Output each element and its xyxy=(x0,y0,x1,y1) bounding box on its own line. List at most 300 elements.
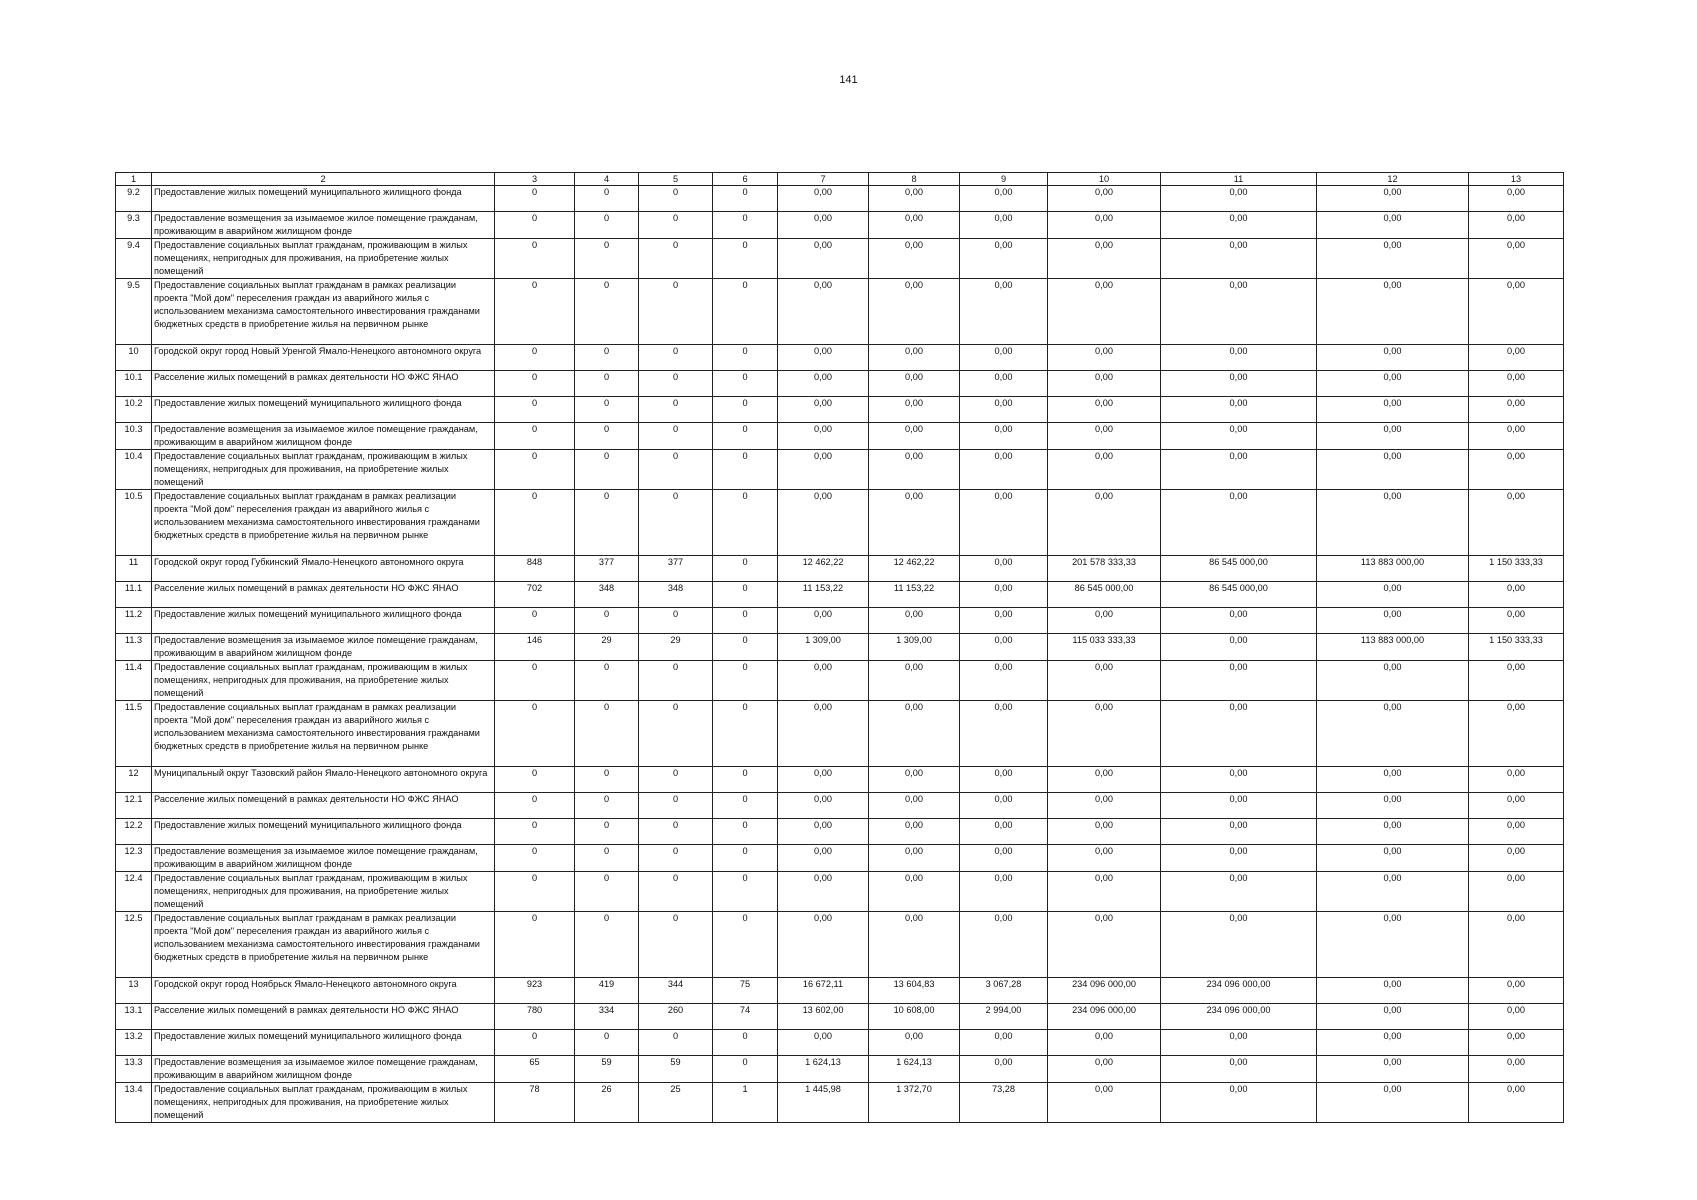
cell-value: 0 xyxy=(639,701,713,767)
cell-value: 0,00 xyxy=(1469,793,1564,819)
data-table xyxy=(115,172,1564,1123)
cell-value: 0,00 xyxy=(960,912,1048,978)
cell-value: 0 xyxy=(639,371,713,397)
cell-value: 0 xyxy=(639,212,713,239)
cell-value: 0,00 xyxy=(1317,450,1469,490)
cell-value: 113 883 000,00 xyxy=(1317,634,1469,661)
row-name: Расселение жилых помещений в рамках деятельности НО ФЖС ЯНАО xyxy=(152,582,495,608)
row-name: Предоставление возмещения за изымаемое жилое помещение гражданам, проживающим в аварийном жилищном фонде xyxy=(152,634,495,661)
cell-value: 0,00 xyxy=(869,608,960,634)
cell-value: 0,00 xyxy=(960,371,1048,397)
cell-value: 0,00 xyxy=(1161,767,1317,793)
cell-value: 0 xyxy=(713,423,778,450)
cell-value: 86 545 000,00 xyxy=(1161,556,1317,582)
cell-value: 0,00 xyxy=(778,279,869,345)
cell-value: 0,00 xyxy=(1161,186,1317,212)
table-row xyxy=(116,186,1564,212)
cell-value: 0 xyxy=(575,845,639,872)
cell-value: 0,00 xyxy=(778,767,869,793)
cell-value: 0,00 xyxy=(1161,1056,1317,1083)
cell-value: 0,00 xyxy=(869,490,960,556)
row-number: 10.1 xyxy=(116,371,152,397)
cell-value: 334 xyxy=(575,1004,639,1030)
cell-value: 0,00 xyxy=(1469,490,1564,556)
cell-value: 1 309,00 xyxy=(778,634,869,661)
cell-value: 0 xyxy=(713,767,778,793)
cell-value: 0,00 xyxy=(960,423,1048,450)
cell-value: 0 xyxy=(495,371,575,397)
cell-value: 0,00 xyxy=(869,212,960,239)
row-number: 11.1 xyxy=(116,582,152,608)
cell-value: 0,00 xyxy=(1048,1056,1161,1083)
row-name: Предоставление социальных выплат гражданам, проживающим в жилых помещениях, непригодных для проживания, на приобретение жилых помещений xyxy=(152,239,495,279)
cell-value: 0,00 xyxy=(869,912,960,978)
row-number: 11.2 xyxy=(116,608,152,634)
cell-value: 0 xyxy=(575,279,639,345)
cell-value: 0,00 xyxy=(1317,767,1469,793)
cell-value: 0,00 xyxy=(1317,490,1469,556)
cell-value: 0,00 xyxy=(1161,371,1317,397)
cell-value: 0 xyxy=(713,661,778,701)
row-number: 10.3 xyxy=(116,423,152,450)
table-row xyxy=(116,1030,1564,1056)
cell-value: 3 067,28 xyxy=(960,978,1048,1004)
cell-value: 0 xyxy=(575,661,639,701)
cell-value: 0 xyxy=(495,872,575,912)
cell-value: 0 xyxy=(495,845,575,872)
cell-value: 0 xyxy=(639,239,713,279)
cell-value: 0 xyxy=(713,912,778,978)
table-row xyxy=(116,661,1564,701)
table-row xyxy=(116,1004,1564,1030)
cell-value: 0,00 xyxy=(1317,608,1469,634)
cell-value: 13 602,00 xyxy=(778,1004,869,1030)
header-cell: 1 xyxy=(116,173,152,186)
cell-value: 0,00 xyxy=(869,845,960,872)
cell-value: 0,00 xyxy=(778,371,869,397)
cell-value: 0,00 xyxy=(960,397,1048,423)
cell-value: 0,00 xyxy=(1317,345,1469,371)
cell-value: 0 xyxy=(639,490,713,556)
cell-value: 0 xyxy=(575,793,639,819)
cell-value: 0,00 xyxy=(778,186,869,212)
cell-value: 0 xyxy=(713,556,778,582)
cell-value: 0 xyxy=(713,371,778,397)
cell-value: 0,00 xyxy=(869,345,960,371)
header-cell: 11 xyxy=(1161,173,1317,186)
cell-value: 0 xyxy=(495,701,575,767)
cell-value: 0 xyxy=(639,845,713,872)
cell-value: 0,00 xyxy=(869,1030,960,1056)
cell-value: 1 624,13 xyxy=(869,1056,960,1083)
row-number: 12.5 xyxy=(116,912,152,978)
row-name: Предоставление жилых помещений муниципального жилищного фонда xyxy=(152,1030,495,1056)
cell-value: 0,00 xyxy=(778,450,869,490)
cell-value: 0,00 xyxy=(1161,397,1317,423)
row-number: 12.3 xyxy=(116,845,152,872)
cell-value: 234 096 000,00 xyxy=(1048,978,1161,1004)
cell-value: 848 xyxy=(495,556,575,582)
cell-value: 0 xyxy=(713,186,778,212)
cell-value: 0,00 xyxy=(1469,1030,1564,1056)
cell-value: 1 445,98 xyxy=(778,1083,869,1123)
cell-value: 0,00 xyxy=(1469,423,1564,450)
cell-value: 923 xyxy=(495,978,575,1004)
row-number: 11.5 xyxy=(116,701,152,767)
cell-value: 0,00 xyxy=(1317,239,1469,279)
row-name: Городской округ город Губкинский Ямало-Ненецкого автономного округа xyxy=(152,556,495,582)
cell-value: 0,00 xyxy=(1469,279,1564,345)
cell-value: 0 xyxy=(575,912,639,978)
cell-value: 0,00 xyxy=(960,582,1048,608)
cell-value: 0,00 xyxy=(1161,845,1317,872)
row-number: 11.4 xyxy=(116,661,152,701)
cell-value: 0,00 xyxy=(1161,239,1317,279)
cell-value: 29 xyxy=(575,634,639,661)
cell-value: 0 xyxy=(713,345,778,371)
cell-value: 0,00 xyxy=(1048,279,1161,345)
cell-value: 0,00 xyxy=(1048,608,1161,634)
cell-value: 86 545 000,00 xyxy=(1161,582,1317,608)
cell-value: 0,00 xyxy=(778,490,869,556)
row-number: 9.5 xyxy=(116,279,152,345)
cell-value: 0,00 xyxy=(1469,1004,1564,1030)
cell-value: 0 xyxy=(575,490,639,556)
cell-value: 0 xyxy=(713,582,778,608)
row-number: 13.4 xyxy=(116,1083,152,1123)
cell-value: 65 xyxy=(495,1056,575,1083)
cell-value: 0 xyxy=(495,423,575,450)
cell-value: 113 883 000,00 xyxy=(1317,556,1469,582)
table-row xyxy=(116,397,1564,423)
cell-value: 0,00 xyxy=(1048,212,1161,239)
cell-value: 0,00 xyxy=(960,608,1048,634)
cell-value: 0 xyxy=(575,608,639,634)
cell-value: 0 xyxy=(495,279,575,345)
row-name: Предоставление жилых помещений муниципального жилищного фонда xyxy=(152,608,495,634)
cell-value: 0,00 xyxy=(1161,212,1317,239)
cell-value: 0,00 xyxy=(1469,701,1564,767)
cell-value: 0,00 xyxy=(778,701,869,767)
cell-value: 0,00 xyxy=(778,397,869,423)
cell-value: 12 462,22 xyxy=(778,556,869,582)
cell-value: 0,00 xyxy=(1469,450,1564,490)
row-name: Предоставление возмещения за изымаемое жилое помещение гражданам, проживающим в аварийном жилищном фонде xyxy=(152,1056,495,1083)
cell-value: 0,00 xyxy=(1469,1083,1564,1123)
cell-value: 0,00 xyxy=(1317,872,1469,912)
cell-value: 16 672,11 xyxy=(778,978,869,1004)
cell-value: 0,00 xyxy=(1469,912,1564,978)
cell-value: 377 xyxy=(639,556,713,582)
table-row xyxy=(116,279,1564,345)
cell-value: 0,00 xyxy=(1161,872,1317,912)
row-name: Предоставление социальных выплат гражданам, проживающим в жилых помещениях, непригодных для проживания, на приобретение жилых помещений xyxy=(152,872,495,912)
cell-value: 0 xyxy=(575,767,639,793)
cell-value: 0,00 xyxy=(1469,186,1564,212)
cell-value: 0,00 xyxy=(1317,279,1469,345)
cell-value: 0,00 xyxy=(869,239,960,279)
cell-value: 201 578 333,33 xyxy=(1048,556,1161,582)
row-number: 13.2 xyxy=(116,1030,152,1056)
row-name: Предоставление социальных выплат гражданам в рамках реализации проекта "Мой дом" переселения граждан из аварийного жилья с использованием механизма самостоятельного инвестирования гражданами бюджетных средств в приобретение жилья на первичном рынке xyxy=(152,490,495,556)
cell-value: 0 xyxy=(639,793,713,819)
cell-value: 0,00 xyxy=(960,767,1048,793)
cell-value: 1 309,00 xyxy=(869,634,960,661)
cell-value: 0 xyxy=(713,1056,778,1083)
cell-value: 0,00 xyxy=(1469,978,1564,1004)
header-cell: 10 xyxy=(1048,173,1161,186)
cell-value: 0,00 xyxy=(1048,345,1161,371)
cell-value: 0,00 xyxy=(960,556,1048,582)
cell-value: 1 150 333,33 xyxy=(1469,556,1564,582)
cell-value: 0,00 xyxy=(1048,371,1161,397)
cell-value: 0 xyxy=(713,793,778,819)
cell-value: 0 xyxy=(495,661,575,701)
cell-value: 0,00 xyxy=(1317,371,1469,397)
cell-value: 0,00 xyxy=(1048,186,1161,212)
cell-value: 0 xyxy=(575,450,639,490)
cell-value: 0,00 xyxy=(869,872,960,912)
cell-value: 0,00 xyxy=(1317,701,1469,767)
cell-value: 0 xyxy=(575,701,639,767)
row-name: Расселение жилых помещений в рамках деятельности НО ФЖС ЯНАО xyxy=(152,371,495,397)
cell-value: 0,00 xyxy=(778,239,869,279)
cell-value: 0,00 xyxy=(1161,450,1317,490)
cell-value: 0 xyxy=(713,1030,778,1056)
cell-value: 0,00 xyxy=(1048,845,1161,872)
cell-value: 0,00 xyxy=(960,279,1048,345)
cell-value: 0,00 xyxy=(1469,239,1564,279)
cell-value: 0,00 xyxy=(778,212,869,239)
cell-value: 0 xyxy=(639,767,713,793)
row-name: Предоставление жилых помещений муниципального жилищного фонда xyxy=(152,819,495,845)
cell-value: 0,00 xyxy=(778,423,869,450)
cell-value: 702 xyxy=(495,582,575,608)
row-number: 13 xyxy=(116,978,152,1004)
cell-value: 74 xyxy=(713,1004,778,1030)
table-row xyxy=(116,608,1564,634)
cell-value: 11 153,22 xyxy=(778,582,869,608)
row-name: Расселение жилых помещений в рамках деятельности НО ФЖС ЯНАО xyxy=(152,1004,495,1030)
cell-value: 0,00 xyxy=(1317,397,1469,423)
cell-value: 0 xyxy=(575,186,639,212)
row-number: 10.5 xyxy=(116,490,152,556)
cell-value: 0,00 xyxy=(1161,701,1317,767)
page-number: 141 xyxy=(839,74,858,86)
cell-value: 0 xyxy=(713,819,778,845)
table-row xyxy=(116,582,1564,608)
cell-value: 0,00 xyxy=(1469,661,1564,701)
cell-value: 260 xyxy=(639,1004,713,1030)
cell-value: 0 xyxy=(639,1030,713,1056)
row-name: Предоставление социальных выплат гражданам, проживающим в жилых помещениях, непригодных для проживания, на приобретение жилых помещений xyxy=(152,661,495,701)
cell-value: 73,28 xyxy=(960,1083,1048,1123)
row-name: Предоставление возмещения за изымаемое жилое помещение гражданам, проживающим в аварийном жилищном фонде xyxy=(152,845,495,872)
cell-value: 0 xyxy=(575,239,639,279)
row-number: 10.2 xyxy=(116,397,152,423)
cell-value: 0,00 xyxy=(1048,450,1161,490)
table-row xyxy=(116,701,1564,767)
table-body xyxy=(116,173,1564,1123)
cell-value: 0 xyxy=(495,490,575,556)
cell-value: 0,00 xyxy=(1161,634,1317,661)
cell-value: 0 xyxy=(713,239,778,279)
cell-value: 0,00 xyxy=(1161,345,1317,371)
cell-value: 0,00 xyxy=(1048,767,1161,793)
header-cell: 5 xyxy=(639,173,713,186)
cell-value: 0,00 xyxy=(1317,1004,1469,1030)
cell-value: 0,00 xyxy=(1469,582,1564,608)
row-name: Предоставление возмещения за изымаемое жилое помещение гражданам, проживающим в аварийном жилищном фонде xyxy=(152,212,495,239)
cell-value: 0,00 xyxy=(778,845,869,872)
cell-value: 0 xyxy=(639,608,713,634)
cell-value: 1 150 333,33 xyxy=(1469,634,1564,661)
cell-value: 0,00 xyxy=(1048,423,1161,450)
cell-value: 0 xyxy=(495,1030,575,1056)
cell-value: 0,00 xyxy=(1469,212,1564,239)
cell-value: 0,00 xyxy=(1048,1030,1161,1056)
cell-value: 0 xyxy=(495,793,575,819)
cell-value: 0,00 xyxy=(1161,912,1317,978)
header-cell: 7 xyxy=(778,173,869,186)
cell-value: 0,00 xyxy=(1317,1083,1469,1123)
row-name: Городской округ город Новый Уренгой Ямало-Ненецкого автономного округа xyxy=(152,345,495,371)
header-cell: 6 xyxy=(713,173,778,186)
table-row xyxy=(116,423,1564,450)
row-name: Предоставление социальных выплат гражданам в рамках реализации проекта "Мой дом" переселения граждан из аварийного жилья с использованием механизма самостоятельного инвестирования гражданами бюджетных средств в приобретение жилья на первичном рынке xyxy=(152,279,495,345)
row-name: Предоставление возмещения за изымаемое жилое помещение гражданам, проживающим в аварийном жилищном фонде xyxy=(152,423,495,450)
cell-value: 0,00 xyxy=(1317,978,1469,1004)
row-name: Предоставление социальных выплат гражданам, проживающим в жилых помещениях, непригодных для проживания, на приобретение жилых помещений xyxy=(152,450,495,490)
cell-value: 0 xyxy=(575,345,639,371)
cell-value: 0 xyxy=(639,186,713,212)
table-row xyxy=(116,239,1564,279)
cell-value: 12 462,22 xyxy=(869,556,960,582)
cell-value: 86 545 000,00 xyxy=(1048,582,1161,608)
cell-value: 0,00 xyxy=(1161,661,1317,701)
cell-value: 0,00 xyxy=(1317,212,1469,239)
cell-value: 0,00 xyxy=(960,872,1048,912)
cell-value: 0,00 xyxy=(778,793,869,819)
cell-value: 0,00 xyxy=(778,608,869,634)
header-cell: 8 xyxy=(869,173,960,186)
cell-value: 13 604,83 xyxy=(869,978,960,1004)
cell-value: 0,00 xyxy=(1317,186,1469,212)
row-number: 12.1 xyxy=(116,793,152,819)
cell-value: 0 xyxy=(713,212,778,239)
cell-value: 0,00 xyxy=(1161,279,1317,345)
cell-value: 0 xyxy=(713,608,778,634)
cell-value: 0,00 xyxy=(1317,912,1469,978)
table-row xyxy=(116,912,1564,978)
cell-value: 0 xyxy=(713,701,778,767)
row-number: 13.3 xyxy=(116,1056,152,1083)
cell-value: 0,00 xyxy=(960,793,1048,819)
table-row xyxy=(116,978,1564,1004)
cell-value: 26 xyxy=(575,1083,639,1123)
cell-value: 0 xyxy=(639,345,713,371)
cell-value: 0,00 xyxy=(1048,793,1161,819)
cell-value: 0,00 xyxy=(869,450,960,490)
cell-value: 0,00 xyxy=(1161,793,1317,819)
cell-value: 0,00 xyxy=(1048,701,1161,767)
table-row xyxy=(116,845,1564,872)
row-name: Расселение жилых помещений в рамках деятельности НО ФЖС ЯНАО xyxy=(152,793,495,819)
row-number: 11.3 xyxy=(116,634,152,661)
cell-value: 0 xyxy=(575,1030,639,1056)
cell-value: 0,00 xyxy=(1317,582,1469,608)
cell-value: 0,00 xyxy=(1469,872,1564,912)
row-name: Предоставление социальных выплат гражданам в рамках реализации проекта "Мой дом" переселения граждан из аварийного жилья с использованием механизма самостоятельного инвестирования гражданами бюджетных средств в приобретение жилья на первичном рынке xyxy=(152,912,495,978)
row-name: Предоставление социальных выплат гражданам, проживающим в жилых помещениях, непригодных для проживания, на приобретение жилых помещений xyxy=(152,1083,495,1123)
table-row xyxy=(116,556,1564,582)
cell-value: 0,00 xyxy=(1317,661,1469,701)
row-number: 9.2 xyxy=(116,186,152,212)
header-row xyxy=(116,173,1564,186)
row-number: 9.4 xyxy=(116,239,152,279)
cell-value: 0 xyxy=(495,397,575,423)
cell-value: 0 xyxy=(575,397,639,423)
cell-value: 0,00 xyxy=(1317,819,1469,845)
table-row xyxy=(116,1056,1564,1083)
cell-value: 0,00 xyxy=(1469,819,1564,845)
cell-value: 0,00 xyxy=(1048,912,1161,978)
cell-value: 0 xyxy=(575,423,639,450)
cell-value: 29 xyxy=(639,634,713,661)
header-cell: 2 xyxy=(152,173,495,186)
row-number: 11 xyxy=(116,556,152,582)
row-number: 13.1 xyxy=(116,1004,152,1030)
cell-value: 344 xyxy=(639,978,713,1004)
cell-value: 0,00 xyxy=(960,212,1048,239)
cell-value: 234 096 000,00 xyxy=(1161,978,1317,1004)
cell-value: 59 xyxy=(639,1056,713,1083)
cell-value: 0,00 xyxy=(778,1030,869,1056)
cell-value: 0 xyxy=(495,767,575,793)
cell-value: 0 xyxy=(713,490,778,556)
cell-value: 0,00 xyxy=(1317,1030,1469,1056)
table-row xyxy=(116,634,1564,661)
cell-value: 0 xyxy=(713,450,778,490)
row-number: 12.4 xyxy=(116,872,152,912)
row-name: Предоставление социальных выплат гражданам в рамках реализации проекта "Мой дом" переселения граждан из аварийного жилья с использованием механизма самостоятельного инвестирования гражданами бюджетных средств в приобретение жилья на первичном рынке xyxy=(152,701,495,767)
table-row xyxy=(116,819,1564,845)
cell-value: 10 608,00 xyxy=(869,1004,960,1030)
cell-value: 0,00 xyxy=(869,279,960,345)
cell-value: 0,00 xyxy=(960,345,1048,371)
cell-value: 0 xyxy=(495,186,575,212)
cell-value: 0,00 xyxy=(1161,608,1317,634)
cell-value: 0 xyxy=(713,397,778,423)
cell-value: 780 xyxy=(495,1004,575,1030)
cell-value: 0,00 xyxy=(1048,661,1161,701)
cell-value: 0,00 xyxy=(1469,345,1564,371)
cell-value: 0 xyxy=(575,371,639,397)
table-row xyxy=(116,371,1564,397)
cell-value: 0 xyxy=(495,608,575,634)
cell-value: 0,00 xyxy=(1048,239,1161,279)
cell-value: 1 372,70 xyxy=(869,1083,960,1123)
row-name: Муниципальный округ Тазовский район Ямало-Ненецкого автономного округа xyxy=(152,767,495,793)
table-row xyxy=(116,490,1564,556)
cell-value: 59 xyxy=(575,1056,639,1083)
cell-value: 0,00 xyxy=(778,819,869,845)
cell-value: 0,00 xyxy=(1469,767,1564,793)
cell-value: 0,00 xyxy=(869,371,960,397)
cell-value: 0 xyxy=(713,634,778,661)
cell-value: 0 xyxy=(639,279,713,345)
cell-value: 0,00 xyxy=(1469,397,1564,423)
